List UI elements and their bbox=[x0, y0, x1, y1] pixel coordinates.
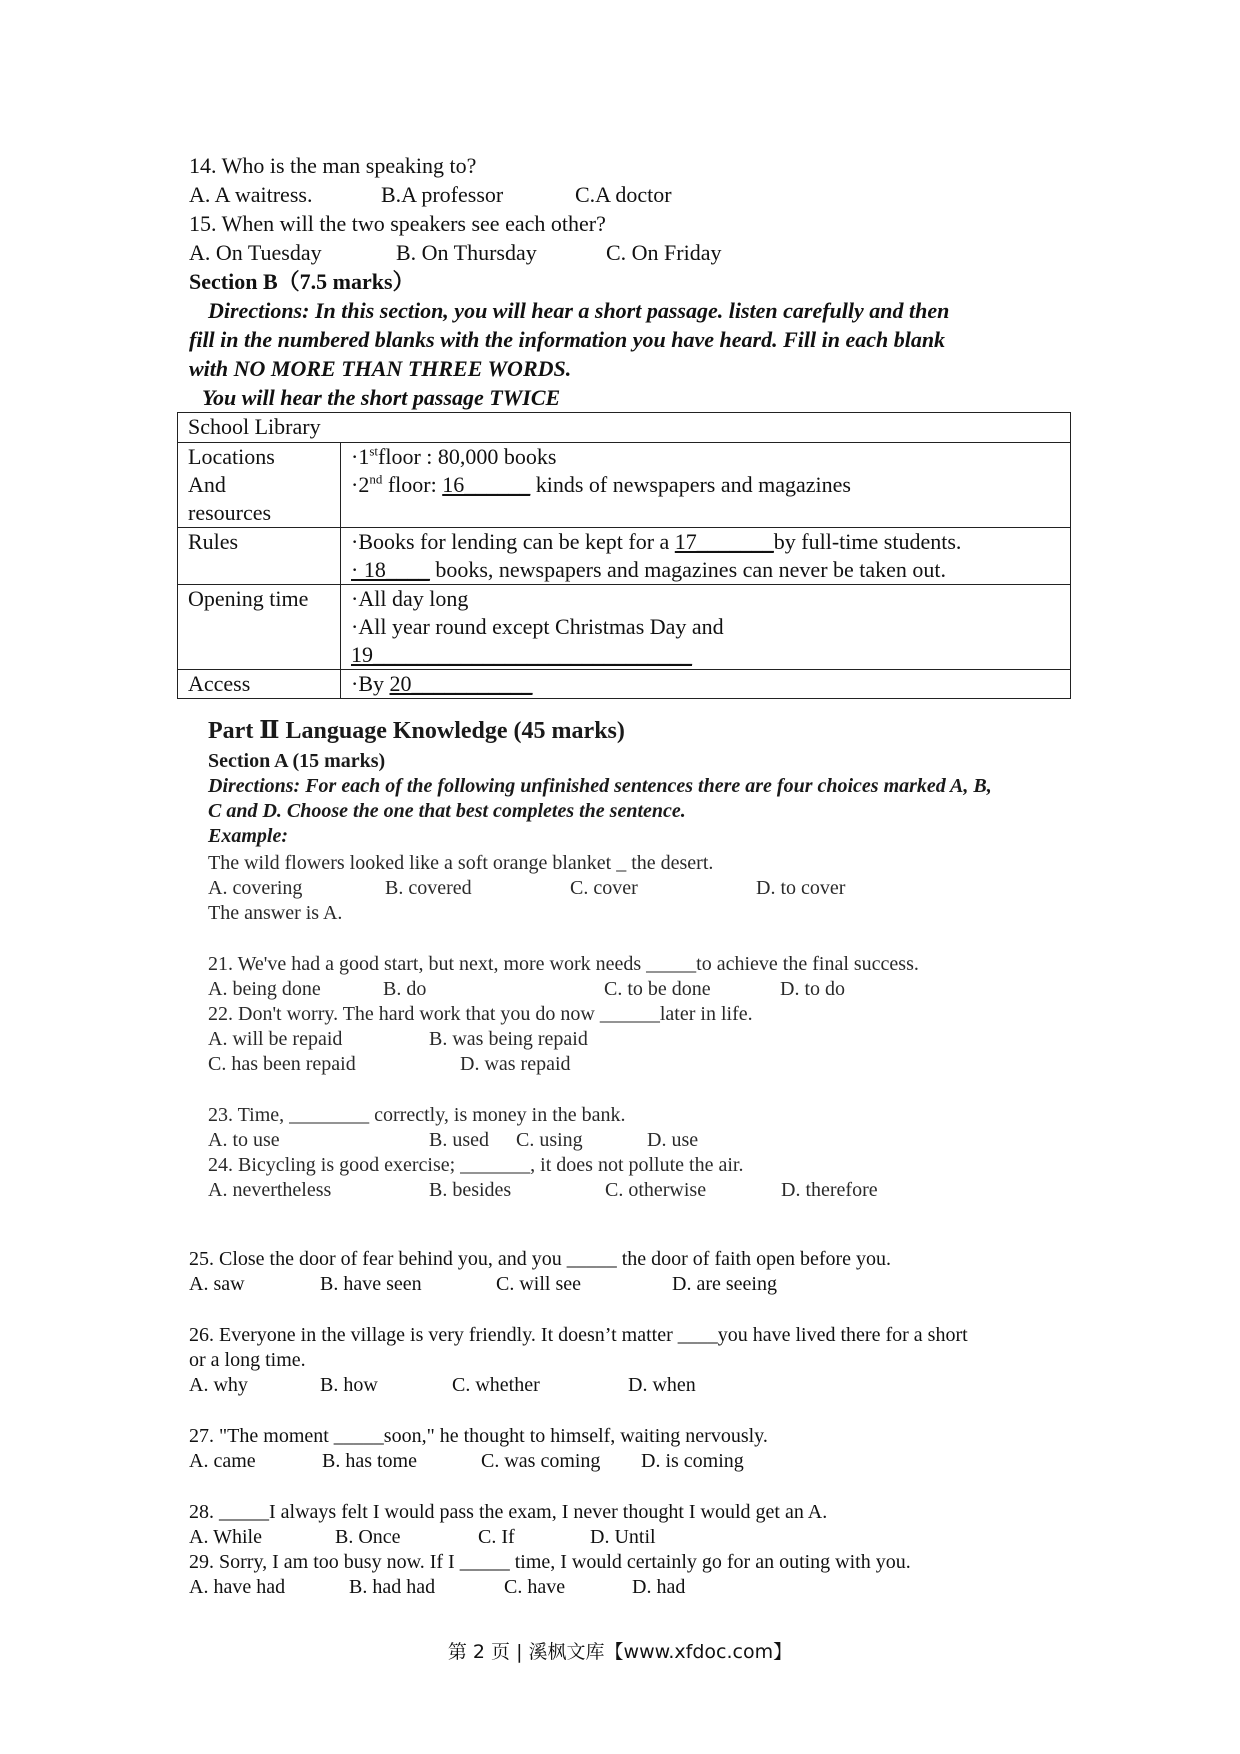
question-27-options: A. came B. has tome C. was coming D. is coming bbox=[189, 1450, 744, 1472]
example-question: The wild flowers looked like a soft orange blanket _ the desert. bbox=[208, 852, 714, 874]
part-2-heading: Part Ⅱ Language Knowledge (45 marks) bbox=[208, 718, 625, 744]
question-15-options bbox=[189, 239, 722, 267]
opening-time-content: ·All day long ·All year round except Christmas Day and 19_____________________________ bbox=[341, 585, 1071, 670]
section-b-heading: Section B（7.5 marks） bbox=[189, 269, 415, 294]
question-15: 15. When will the two speakers see each other? bbox=[189, 211, 606, 236]
rules-label: Rules bbox=[178, 528, 341, 585]
opening-time-label: Opening time bbox=[178, 585, 341, 670]
directions-line-2: fill in the numbered blanks with the information you have heard. Fill in each blank bbox=[189, 327, 946, 352]
option-a: A. A waitress. bbox=[189, 182, 313, 207]
part-2-directions-2: C and D. Choose the one that best completes the sentence. bbox=[208, 800, 686, 822]
page-footer: 第 2 页 | 溪枫文库【www.xfdoc.com】 bbox=[447, 1641, 793, 1663]
question-28-options: A. While B. Once C. If D. Until bbox=[189, 1526, 656, 1548]
question-26-options: A. why B. how C. whether D. when bbox=[189, 1374, 696, 1396]
question-14: 14. Who is the man speaking to? bbox=[189, 153, 477, 178]
question-29: 29. Sorry, I am too busy now. If I _____ time, I would certainly go for an outing with you. bbox=[189, 1551, 911, 1573]
question-26-line-2: or a long time. bbox=[189, 1349, 306, 1371]
section-a-heading: Section A (15 marks) bbox=[208, 750, 386, 772]
blank-18: · 18____ bbox=[351, 557, 430, 582]
option-c: C.A doctor bbox=[575, 182, 672, 207]
access-content: ·By 20___________ bbox=[341, 670, 1071, 699]
question-24-options: A. nevertheless B. besides C. otherwise D. therefore bbox=[208, 1179, 878, 1201]
question-23-option-c: C. using bbox=[516, 1129, 583, 1151]
blank-16: 16______ bbox=[442, 472, 531, 497]
example-label: Example: bbox=[208, 825, 288, 847]
question-27: 27. "The moment _____soon," he thought to himself, waiting nervously. bbox=[189, 1425, 768, 1447]
school-library-table bbox=[177, 412, 1071, 699]
locations-label: Locations And resources bbox=[178, 443, 341, 528]
question-22-options-ab: A. will be repaid B. was being repaid bbox=[208, 1028, 588, 1050]
directions-line-1: Directions: In this section, you will hear a short passage. listen carefully and then bbox=[208, 298, 950, 323]
blank-19: 19_____________________________ bbox=[351, 642, 692, 667]
question-24: 24. Bicycling is good exercise; _______, it does not pollute the air. bbox=[208, 1154, 744, 1176]
example-answer: The answer is A. bbox=[208, 902, 343, 924]
question-14-options bbox=[189, 181, 672, 209]
blank-20: 20___________ bbox=[389, 671, 533, 696]
option-a: A. On Tuesday bbox=[189, 240, 322, 265]
question-22: 22. Don't worry. The hard work that you do now ______later in life. bbox=[208, 1003, 753, 1025]
question-28: 28. _____I always felt I would pass the exam, I never thought I would get an A. bbox=[189, 1501, 828, 1523]
question-23-option-d: D. use bbox=[647, 1129, 699, 1151]
question-26-line-1: 26. Everyone in the village is very friendly. It doesn’t matter ____you have lived there for a short bbox=[189, 1324, 968, 1346]
question-23-options: A. to use bbox=[208, 1129, 280, 1151]
example-options: A. covering B. covered C. cover D. to cover bbox=[208, 877, 846, 899]
table-title: School Library bbox=[178, 413, 1071, 443]
locations-content: ·1stfloor : 80,000 books ·2nd floor: 16______ kinds of newspapers and magazines bbox=[341, 443, 1071, 528]
question-25: 25. Close the door of fear behind you, and you _____ the door of faith open before you. bbox=[189, 1248, 892, 1270]
option-b: B.A professor bbox=[381, 182, 504, 207]
access-label: Access bbox=[178, 670, 341, 699]
rules-content: ·Books for lending can be kept for a 17_______by full-time students. · 18____ books, newspapers and magazines can never be taken out. bbox=[341, 528, 1071, 585]
question-29-options: A. have had B. had had C. have D. had bbox=[189, 1576, 686, 1598]
option-c: C. On Friday bbox=[606, 240, 722, 265]
question-21-options: A. being done B. do C. to be done D. to do bbox=[208, 978, 845, 1000]
directions-line-3: with NO MORE THAN THREE WORDS. bbox=[189, 356, 572, 381]
question-25-options: A. saw B. have seen C. will see D. are seeing bbox=[189, 1273, 777, 1295]
option-b: B. On Thursday bbox=[396, 240, 537, 265]
question-22-options-cd: C. has been repaid D. was repaid bbox=[208, 1053, 571, 1075]
blank-17: 17_______ bbox=[674, 529, 774, 554]
question-23: 23. Time, ________ correctly, is money in the bank. bbox=[208, 1104, 626, 1126]
question-21: 21. We've had a good start, but next, more work needs _____to achieve the final success. bbox=[208, 953, 919, 975]
twice-note: You will hear the short passage TWICE bbox=[202, 385, 561, 410]
question-23-option-b: B. used bbox=[429, 1129, 489, 1151]
part-2-directions-1: Directions: For each of the following unfinished sentences there are four choices marked A, B, bbox=[208, 775, 992, 797]
